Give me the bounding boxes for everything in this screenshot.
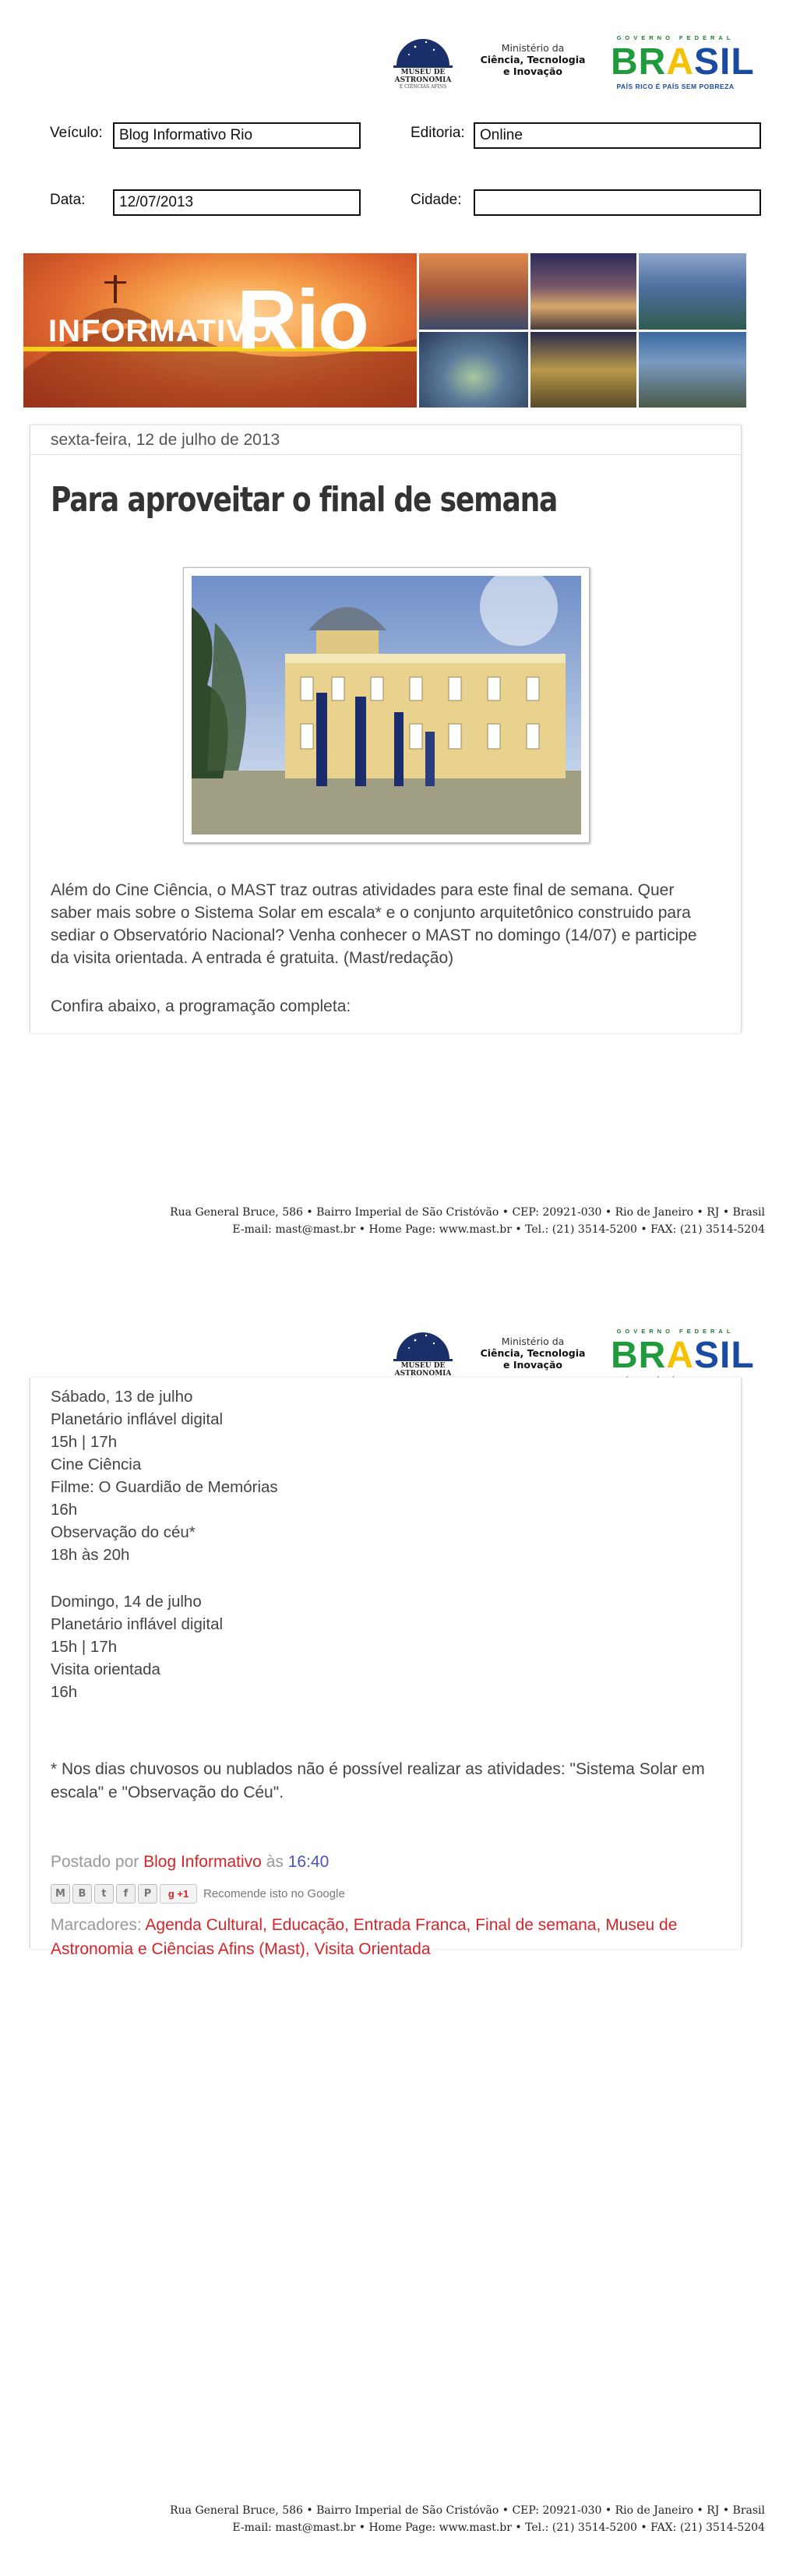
author-link[interactable]: Blog Informativo	[143, 1853, 262, 1871]
banner-tile-stadium	[419, 332, 528, 408]
rain-note	[51, 1758, 722, 1805]
brasil-wordmark	[611, 41, 755, 83]
gov-slogan: PAÍS RICO É PAÍS SEM POBREZA	[616, 83, 735, 90]
note-line: escala" e "Observação do Céu".	[51, 1784, 284, 1801]
email-share-icon[interactable]: M	[51, 1884, 70, 1904]
ministry-line1: Ministério da	[501, 42, 565, 54]
banner-tile-street	[639, 332, 746, 408]
schedule-line: Cine Ciência	[51, 1456, 142, 1473]
cidade-label: Cidade:	[411, 192, 462, 208]
mast-logo-line2: ASTRONOMIA	[394, 76, 452, 84]
schedule-sunday	[51, 1590, 722, 1703]
banner-tile-beach	[639, 253, 746, 330]
ministry-line3: e Inovação	[503, 1359, 562, 1371]
blog-share-icon[interactable]: B	[72, 1884, 92, 1904]
schedule-line: 18h às 20h	[51, 1546, 130, 1564]
informativo-rio-banner	[23, 253, 746, 408]
post-date-header: sexta-feira, 12 de julho de 2013	[30, 425, 741, 455]
page1-header-logos	[389, 31, 765, 103]
veiculo-label: Veículo:	[50, 125, 103, 141]
ministry-line3: e Inovação	[503, 65, 562, 77]
at-word: às	[266, 1853, 284, 1871]
footer-contact: E-mail: mast@mast.br • Home Page: www.mast.br • Tel.: (21) 3514-5200 • FAX: (21) 3514-5204	[232, 1223, 765, 1236]
label-link[interactable]: Educação	[271, 1916, 345, 1934]
label-link[interactable]: Agenda Cultural	[145, 1916, 263, 1934]
observatory-dome-icon	[392, 31, 454, 69]
schedule-line: 16h	[51, 1683, 78, 1701]
mast-logo-line1: MUSEU DE	[400, 69, 446, 76]
post-title[interactable]: Para aproveitar o final de semana	[51, 480, 558, 520]
blog-post-part2	[30, 1378, 742, 1958]
post-paragraph-2: Confira abaixo, a programação completa:	[51, 997, 351, 1015]
post-paragraph-1	[51, 879, 722, 969]
editoria-field[interactable]: Online	[474, 122, 761, 149]
mast-building-photo	[192, 576, 581, 835]
mast-logo-line1: MUSEU DE	[400, 1362, 446, 1370]
footer-address: Rua General Bruce, 586 • Bairro Imperial de São Cristóvão • CEP: 20921-030 • Rio de Janeiro • RJ • Brasil	[170, 2504, 765, 2517]
note-line: * Nos dias chuvosos ou nublados não é possível realizar as atividades: "Sistema Solar em	[51, 1760, 705, 1778]
blog-post-part1	[30, 425, 742, 1033]
facebook-share-icon[interactable]: f	[116, 1884, 136, 1904]
paragraph1-line: saber mais sobre o Sistema Solar em escala* e o conjunto arquitetônico construido para	[51, 904, 691, 922]
paragraph1-line: da visita orientada. A entrada é gratuita. (Mast/redação)	[51, 949, 454, 967]
recommend-google-text: Recomende isto no Google	[203, 1886, 345, 1900]
ministry-logo	[467, 42, 598, 77]
label-link[interactable]: Visita Orientada	[314, 1940, 431, 1958]
google-plus-one-button[interactable]: g +1	[160, 1884, 197, 1904]
label-link[interactable]: Final de semana	[475, 1916, 597, 1934]
ministry-logo	[467, 1336, 598, 1371]
veiculo-field[interactable]: Blog Informativo Rio	[113, 122, 361, 149]
posted-by-label: Postado por	[51, 1853, 139, 1871]
ministry-line2: Ciência, Tecnologia	[480, 54, 586, 65]
brasil-part3: SIL	[694, 41, 755, 83]
label-link[interactable]: Museu de Astronomia e Ciências Afins (Mast)	[51, 1916, 678, 1958]
banner-informativo-text: INFORMATIVO	[48, 314, 273, 348]
brasil-part2: A	[666, 1335, 694, 1376]
gov-federal-text: GOVERNO FEDERAL	[616, 1328, 735, 1335]
post-labels: Marcadores: Agenda Cultural, Educação, Entrada Franca, Final de semana, Museu de Astronomia e Ciências Afins (Mast), Visita Orientada	[51, 1916, 678, 1958]
mast-logo	[389, 31, 456, 103]
footer-address: Rua General Bruce, 586 • Bairro Imperial de São Cristóvão • CEP: 20921-030 • Rio de Janeiro • RJ • Brasil	[170, 1206, 765, 1219]
schedule-line: 16h	[51, 1501, 78, 1519]
labels-prefix: Marcadores:	[51, 1916, 142, 1934]
mast-logo-line3: E CIÊNCIAS AFINS	[399, 84, 447, 90]
schedule-line: Filme: O Guardião de Memórias	[51, 1478, 278, 1496]
schedule-line: 15h | 17h	[51, 1433, 118, 1451]
brasil-wordmark	[611, 1335, 755, 1376]
schedule-line: Observação do céu*	[51, 1523, 196, 1541]
footer-contact: E-mail: mast@mast.br • Home Page: www.mast.br • Tel.: (21) 3514-5200 • FAX: (21) 3514-5204	[232, 2521, 765, 2534]
banner-tile-sugarloaf	[419, 253, 528, 330]
brasil-part2: A	[666, 41, 694, 83]
gov-federal-text: GOVERNO FEDERAL	[616, 34, 735, 41]
brasil-gov-logo	[611, 31, 755, 103]
data-label: Data:	[50, 192, 86, 208]
page1-footer	[142, 1204, 765, 1238]
page2-footer	[142, 2502, 765, 2536]
schedule-line: 15h | 17h	[51, 1638, 118, 1656]
schedule-line: Sábado, 13 de julho	[51, 1388, 193, 1406]
brasil-part1: BR	[611, 1335, 667, 1376]
ministry-line1: Ministério da	[501, 1336, 565, 1347]
banner-rio-text: Rio	[237, 272, 368, 366]
data-field[interactable]: 12/07/2013	[113, 189, 361, 216]
editoria-label: Editoria:	[411, 125, 465, 141]
post-footer-meta	[51, 1851, 722, 1873]
post-time-link[interactable]: 16:40	[287, 1853, 330, 1871]
schedule-line: Planetário inflável digital	[51, 1410, 224, 1428]
ministry-line2: Ciência, Tecnologia	[480, 1347, 586, 1359]
cidade-field[interactable]	[474, 189, 761, 216]
mast-logo-line2: ASTRONOMIA	[394, 1370, 452, 1378]
pinterest-share-icon[interactable]: P	[138, 1884, 157, 1904]
banner-sunset-panel	[23, 253, 417, 408]
brasil-part3: SIL	[694, 1335, 755, 1376]
banner-tile-city-night	[530, 332, 636, 408]
banner-tile-theatre	[530, 253, 636, 330]
schedule-line: Domingo, 14 de julho	[51, 1593, 202, 1611]
twitter-share-icon[interactable]: t	[94, 1884, 114, 1904]
brasil-part1: BR	[611, 41, 667, 83]
share-buttons	[51, 1883, 345, 1904]
schedule-saturday	[51, 1385, 722, 1566]
museum-building-image	[192, 576, 581, 835]
post-photo-frame[interactable]	[183, 567, 590, 843]
label-link[interactable]: Entrada Franca	[353, 1916, 467, 1934]
observatory-dome-icon	[392, 1325, 454, 1362]
paragraph1-line: sediar o Observatório Nacional? Venha conhecer o MAST no domingo (14/07) e participe	[51, 926, 697, 944]
paragraph1-line: Além do Cine Ciência, o MAST traz outras atividades para este final de semana. Quer	[51, 881, 675, 899]
schedule-line: Planetário inflável digital	[51, 1615, 224, 1633]
schedule-line: Visita orientada	[51, 1660, 160, 1678]
